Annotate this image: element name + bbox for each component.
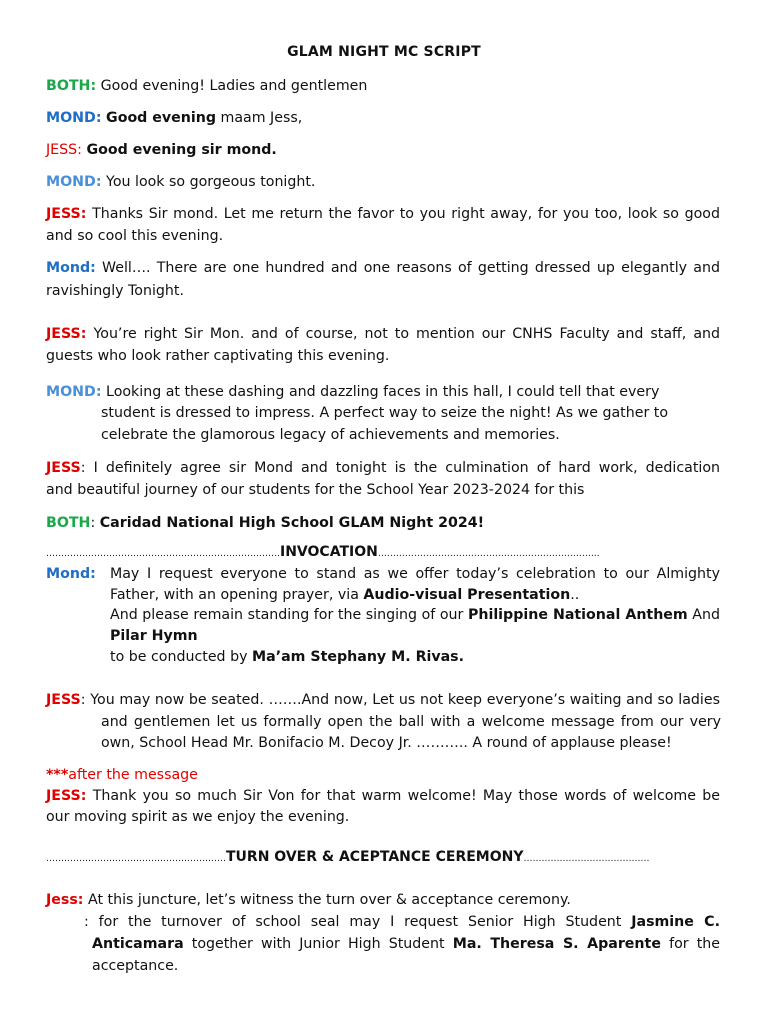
speaker-mond: MOND xyxy=(46,174,96,190)
section-heading: TURN OVER & ACEPTANCE CEREMONY xyxy=(226,849,524,865)
divider-dots: ……………………………………………………………….. xyxy=(377,549,600,559)
line-text: And xyxy=(687,607,721,623)
speaker-both: BOTH xyxy=(46,78,91,94)
stage-note xyxy=(46,764,720,786)
speaker-jess: JESS xyxy=(46,326,81,342)
script-line-11a: May I request everyone to stand as we offer today’s celebration to our Almighty xyxy=(110,566,720,582)
line-text: At this juncture, let’s witness the turn over & acceptance ceremony. xyxy=(88,892,571,908)
script-line-6b: ravishingly Tonight. xyxy=(46,283,184,299)
script-speaker-11: Mond: xyxy=(46,566,96,582)
script-line-8a: MOND: Looking at these dashing and dazzling faces in this hall, I could tell that every xyxy=(46,384,660,400)
line-bold-text: Anticamara xyxy=(92,936,184,952)
line-text: Looking at these dashing and dazzling faces in this hall, I could tell that every xyxy=(106,384,660,400)
speaker-jess: JESS xyxy=(46,460,81,476)
script-line-2: MOND: Good evening maam Jess, xyxy=(46,110,303,126)
speaker-mond: MOND xyxy=(46,110,96,126)
line-bold-text: Audio-visual Presentation xyxy=(363,587,571,603)
script-line-14c xyxy=(92,933,720,955)
line-text: I definitely agree sir Mond and tonight is the culmination of hard work, dedication xyxy=(93,460,721,476)
section-divider-invocation xyxy=(46,541,720,565)
line-text: Father, with an opening prayer, via xyxy=(110,587,364,603)
line-bold-text: Philippine National Anthem xyxy=(467,607,688,623)
line-bold-text: Jasmine C. xyxy=(631,914,720,930)
script-line-11e xyxy=(110,646,720,668)
speaker-jess: JESS xyxy=(46,142,78,158)
script-line-11b xyxy=(110,584,720,606)
script-line-7b: guests who look rather captivating this evening. xyxy=(46,348,390,364)
script-line-9b: and beautiful journey of our students for the School Year 2023-2024 for this xyxy=(46,482,585,498)
script-line-7a: JESS: You’re right Sir Mon. and of course, not to mention our CNHS Faculty and staff, and xyxy=(46,326,721,342)
script-line-5a: JESS: Thanks Sir mond. Let me return the favor to you right away, for you too, look so good xyxy=(46,206,720,222)
speaker-mond: Mond xyxy=(46,260,91,276)
script-line-13b: our moving spirit as we enjoy the evening. xyxy=(46,809,350,825)
script-line-8b: student is dressed to impress. A perfect way to seize the night! As we gather to xyxy=(101,405,669,421)
script-line-12a: JESS: You may now be seated. …….And now, Let us not keep everyone’s waiting and so ladies xyxy=(46,692,720,708)
line-text: Thanks Sir mond. Let me return the favor to you right away, for you too, look so good xyxy=(92,206,720,222)
script-line-12c: own, School Head Mr. Bonifacio M. Decoy Jr. ……….. A round of applause please! xyxy=(101,735,672,751)
line-bold-text: Good evening xyxy=(106,110,216,126)
script-line-14a: Jess: At this juncture, let’s witness the turn over & acceptance ceremony. xyxy=(46,892,571,908)
script-line-1: BOTH: Good evening! Ladies and gentlemen xyxy=(46,78,368,94)
line-text: You look so gorgeous tonight. xyxy=(106,174,316,190)
speaker-jess: Jess xyxy=(46,892,78,908)
line-text: : for the turnover of school seal may I request Senior High Student xyxy=(84,914,632,930)
divider-dots: …………………………………………………… xyxy=(46,854,226,864)
page-title: GLAM NIGHT MC SCRIPT xyxy=(287,44,481,60)
speaker-mond: MOND xyxy=(46,384,96,400)
line-text: You may now be seated. …….And now, Let us not keep everyone’s waiting and so ladies xyxy=(90,692,720,708)
script-line-4: MOND: You look so gorgeous tonight. xyxy=(46,174,316,190)
script-line-6a: Mond: Well…. There are one hundred and one reasons of getting dressed up elegantly and xyxy=(46,260,720,276)
line-text: Well…. There are one hundred and one reasons of getting dressed up elegantly and xyxy=(102,260,720,276)
line-text: Good evening! Ladies and gentlemen xyxy=(100,78,368,94)
script-line-3: JESS: Good evening sir mond. xyxy=(46,142,277,158)
line-text: together with Junior High Student xyxy=(183,936,453,952)
line-bold-text: Ma’am Stephany M. Rivas. xyxy=(252,649,465,665)
line-text: for the xyxy=(660,936,721,952)
divider-dots: …………………………………… xyxy=(523,854,650,864)
section-heading: INVOCATION xyxy=(280,544,378,560)
script-line-14b xyxy=(84,911,720,933)
script-line-10: BOTH: Caridad National High School GLAM Night 2024! xyxy=(46,515,485,531)
line-text: maam Jess, xyxy=(216,110,303,126)
speaker-both: BOTH xyxy=(46,515,91,531)
speaker-jess: JESS xyxy=(46,788,81,804)
script-line-11c xyxy=(110,604,720,626)
speaker-jess: JESS xyxy=(46,206,81,222)
line-text: Thank you so much Sir Von for that warm welcome! May those words of welcome be xyxy=(92,788,720,804)
section-divider-turnover xyxy=(46,846,720,870)
line-text: And please remain standing for the singing of our xyxy=(110,607,468,623)
speaker-jess: JESS xyxy=(46,692,81,708)
line-bold-text: Caridad National High School GLAM Night 2024! xyxy=(99,515,485,531)
line-bold-text: Ma. Theresa S. Aparente xyxy=(452,936,661,952)
speaker-mond: Mond xyxy=(46,566,91,582)
divider-dots: …………………………………………………………………… xyxy=(46,549,280,559)
script-line-9a: JESS: I definitely agree sir Mond and tonight is the culmination of hard work, dedication xyxy=(46,460,721,476)
line-bold-text: Good evening sir mond. xyxy=(86,142,277,158)
script-line-8c: celebrate the glamorous legacy of achievements and memories. xyxy=(101,427,560,443)
script-line-14d: acceptance. xyxy=(92,958,179,974)
script-line-5b: and so cool this evening. xyxy=(46,228,224,244)
line-text: .. xyxy=(570,587,580,603)
line-text: You’re right Sir Mon. and of course, not to mention our CNHS Faculty and staff, and xyxy=(93,326,721,342)
note-stars: *** xyxy=(46,767,69,783)
script-line-13a: JESS: Thank you so much Sir Von for that warm welcome! May those words of welcome be xyxy=(46,788,720,804)
script-line-12b: and gentlemen let us formally open the ball with a welcome message from our very xyxy=(101,714,721,730)
note-text: after the message xyxy=(68,767,198,783)
script-line-11d: Pilar Hymn xyxy=(110,628,198,644)
line-text: to be conducted by xyxy=(110,649,252,665)
